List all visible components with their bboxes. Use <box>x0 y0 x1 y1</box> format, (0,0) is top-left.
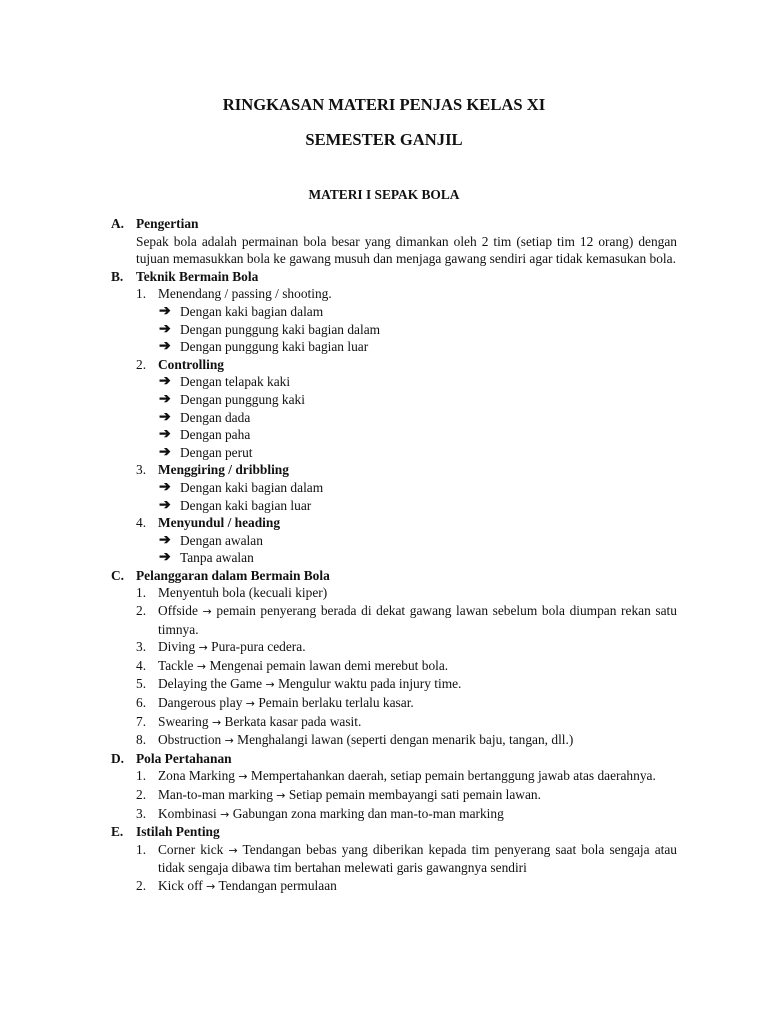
section-title: Teknik Bermain Bola <box>136 268 259 284</box>
arrow-right-icon: → <box>224 734 234 748</box>
section-e <box>111 823 677 895</box>
list-item <box>136 786 677 805</box>
item-text <box>158 602 677 638</box>
item-term: Obstruction <box>158 732 222 748</box>
sub-item <box>158 479 677 497</box>
item-number: 5. <box>136 676 147 692</box>
sub-item <box>158 549 677 567</box>
item-definition: Mempertahankan daerah, setiap pemain bertanggung jawab atas daerahnya. <box>250 768 656 784</box>
item-number: 2. <box>136 877 147 893</box>
item-number: 2. <box>136 603 147 619</box>
list-item <box>136 602 677 638</box>
section-body <box>136 841 677 896</box>
item-text <box>158 584 677 602</box>
sub-item <box>158 321 677 339</box>
sub-item <box>158 373 677 391</box>
arrow-right-icon: → <box>211 715 222 729</box>
section-letter: A. <box>111 216 125 231</box>
item-term: Tackle <box>158 657 194 673</box>
arrow-icon: ➔ <box>159 532 171 548</box>
item-text <box>158 841 677 877</box>
sub-item-label: Dengan awalan <box>180 532 263 548</box>
item-term: Corner kick <box>158 841 224 857</box>
arrow-icon: ➔ <box>159 391 171 407</box>
sub-item <box>158 303 677 321</box>
item-text <box>158 731 677 750</box>
list-item <box>136 584 677 602</box>
section-title: Pelanggaran dalam Bermain Bola <box>136 567 330 583</box>
section-body <box>136 584 677 749</box>
arrow-icon: ➔ <box>159 427 171 443</box>
arrow-right-icon: → <box>265 678 275 692</box>
item-definition: Pura-pura cedera. <box>211 639 306 655</box>
section-letter: B. <box>111 268 124 284</box>
section-letter: E. <box>111 824 124 840</box>
item-number: 3. <box>136 639 147 655</box>
arrow-icon: ➔ <box>159 303 171 319</box>
item-text <box>158 657 677 676</box>
sub-item-label: Dengan paha <box>180 427 251 443</box>
arrow-icon: ➔ <box>159 339 171 355</box>
item-number: 2. <box>136 356 147 372</box>
arrow-icon: ➔ <box>159 374 171 390</box>
item-text <box>158 694 677 713</box>
list-item <box>136 694 677 713</box>
section-letter: D. <box>111 750 125 766</box>
item-text <box>158 675 677 694</box>
section-c <box>111 567 677 750</box>
item-text <box>158 805 677 824</box>
item-number: 1. <box>136 768 147 784</box>
item-number: 1. <box>136 286 147 302</box>
document-body <box>111 215 677 896</box>
list-item <box>136 841 677 877</box>
arrow-icon: ➔ <box>159 550 171 566</box>
item-title: Menyundul / heading <box>158 515 281 531</box>
section-title: Istilah Penting <box>136 824 220 840</box>
section-d <box>111 750 677 823</box>
item-number: 3. <box>136 462 147 478</box>
item-term: Dangerous play <box>158 695 243 711</box>
document-title: RINGKASAN MATERI PENJAS KELAS XI <box>222 95 546 114</box>
item-definition: Tendangan permulaan <box>218 877 337 893</box>
sub-item-label: Dengan telapak kaki <box>180 374 291 390</box>
arrow-icon: ➔ <box>159 479 171 495</box>
arrow-right-icon: → <box>202 605 212 619</box>
section-title: Pengertian <box>136 216 199 231</box>
section-title: Pola Pertahanan <box>136 750 232 766</box>
list-item <box>136 638 677 657</box>
item-number: 7. <box>136 713 147 729</box>
sub-item-label: Dengan kaki bagian dalam <box>180 479 324 495</box>
section-body <box>136 285 677 567</box>
sub-item-label: Tanpa awalan <box>180 550 254 566</box>
item-term: Zona Marking <box>158 768 235 784</box>
item-definition: Pemain berlaku terlalu kasar. <box>258 695 414 711</box>
section-body <box>136 233 677 268</box>
sub-item-label: Dengan punggung kaki bagian luar <box>180 339 369 355</box>
arrow-right-icon: → <box>276 789 286 802</box>
arrow-right-icon: → <box>220 807 230 821</box>
list-item <box>136 285 677 355</box>
list-item <box>136 767 677 786</box>
section-body <box>136 767 677 823</box>
section-b <box>111 268 677 567</box>
item-definition: Mengulur waktu pada injury time. <box>278 676 462 692</box>
item-title: Menggiring / dribbling <box>158 462 289 478</box>
item-text <box>158 767 677 786</box>
arrow-icon: ➔ <box>159 497 171 513</box>
item-term: Swearing <box>158 713 209 729</box>
arrow-right-icon: → <box>198 641 208 655</box>
arrow-right-icon: → <box>206 879 216 893</box>
item-term: Kick off <box>158 877 203 893</box>
item-text <box>158 713 677 732</box>
arrow-icon: ➔ <box>159 409 171 425</box>
item-definition: Mengenai pemain lawan demi merebut bola. <box>209 657 449 673</box>
item-number: 2. <box>136 787 147 802</box>
sub-item-label: Dengan kaki bagian dalam <box>180 303 324 319</box>
item-title: Menendang / passing / shooting. <box>158 286 332 302</box>
material-heading: MATERI I SEPAK BOLA <box>308 187 460 202</box>
list-item <box>136 731 677 750</box>
sub-item-label: Dengan dada <box>180 409 251 425</box>
list-item <box>136 805 677 824</box>
list-item <box>136 877 677 896</box>
item-definition: Gabungan zona marking dan man-to-man marking <box>232 805 504 821</box>
section-paragraph: Sepak bola adalah permainan bola besar yang dimankan oleh 2 tim (setiap tim 12 orang) dengan tujuan memasukkan bola ke gawang musuh dan menjaga gawang sendiri agar tidak kemasukan bola. <box>136 233 677 267</box>
item-term: Man-to-man marking <box>158 787 273 802</box>
arrow-right-icon: → <box>228 843 238 857</box>
list-item <box>136 461 677 514</box>
arrow-right-icon: → <box>245 697 255 711</box>
item-term: Delaying the Game <box>158 676 263 692</box>
item-number: 1. <box>136 841 147 857</box>
item-term: Kombinasi <box>158 805 217 821</box>
sub-item-label: Dengan perut <box>180 444 253 460</box>
item-number: 1. <box>136 585 147 601</box>
list-item <box>136 713 677 732</box>
arrow-right-icon: → <box>238 770 248 784</box>
list-item <box>136 514 677 567</box>
sub-item <box>158 338 677 356</box>
item-definition: Berkata kasar pada wasit. <box>224 713 362 729</box>
item-title: Controlling <box>158 356 224 372</box>
list-item <box>136 675 677 694</box>
item-term: Offside <box>158 603 198 619</box>
list-item <box>136 657 677 676</box>
item-text <box>158 786 677 805</box>
item-term: Diving <box>158 639 196 655</box>
section-letter: C. <box>111 567 125 583</box>
sub-item <box>158 409 677 427</box>
sub-item <box>158 391 677 409</box>
list-item <box>136 356 677 462</box>
sub-item-label: Dengan kaki bagian luar <box>180 497 312 513</box>
item-number: 3. <box>136 805 147 821</box>
sub-item <box>158 532 677 550</box>
item-term: Menyentuh bola (kecuali kiper) <box>158 585 328 601</box>
sub-item <box>158 426 677 444</box>
item-text <box>158 877 677 896</box>
arrow-right-icon: → <box>196 659 207 673</box>
sub-item <box>158 497 677 515</box>
arrow-icon: ➔ <box>159 444 171 460</box>
item-definition: Setiap pemain membayangi sati pemain lawan. <box>288 787 541 802</box>
sub-item-label: Dengan punggung kaki bagian dalam <box>180 321 381 337</box>
sub-item-label: Dengan punggung kaki <box>180 391 305 407</box>
item-definition: pemain penyerang berada di dekat gawang lawan sebelum bola diumpan rekan satu timnya. <box>158 603 677 637</box>
item-number: 8. <box>136 732 147 748</box>
item-definition: Menghalangi lawan (seperti dengan menarik baju, tangan, dll.) <box>237 732 574 748</box>
item-number: 4. <box>136 515 147 531</box>
item-number: 4. <box>136 657 147 673</box>
document-subtitle: SEMESTER GANJIL <box>305 130 463 149</box>
section-a <box>111 215 677 268</box>
item-definition: Tendangan bebas yang diberikan kepada tim penyerang saat bola sengaja atau tidak sengaja dibawa tim bertahan melewati garis gawangnya sendiri <box>158 841 677 876</box>
sub-item <box>158 444 677 462</box>
item-number: 6. <box>136 695 147 711</box>
item-text <box>158 638 677 657</box>
arrow-icon: ➔ <box>159 321 171 337</box>
